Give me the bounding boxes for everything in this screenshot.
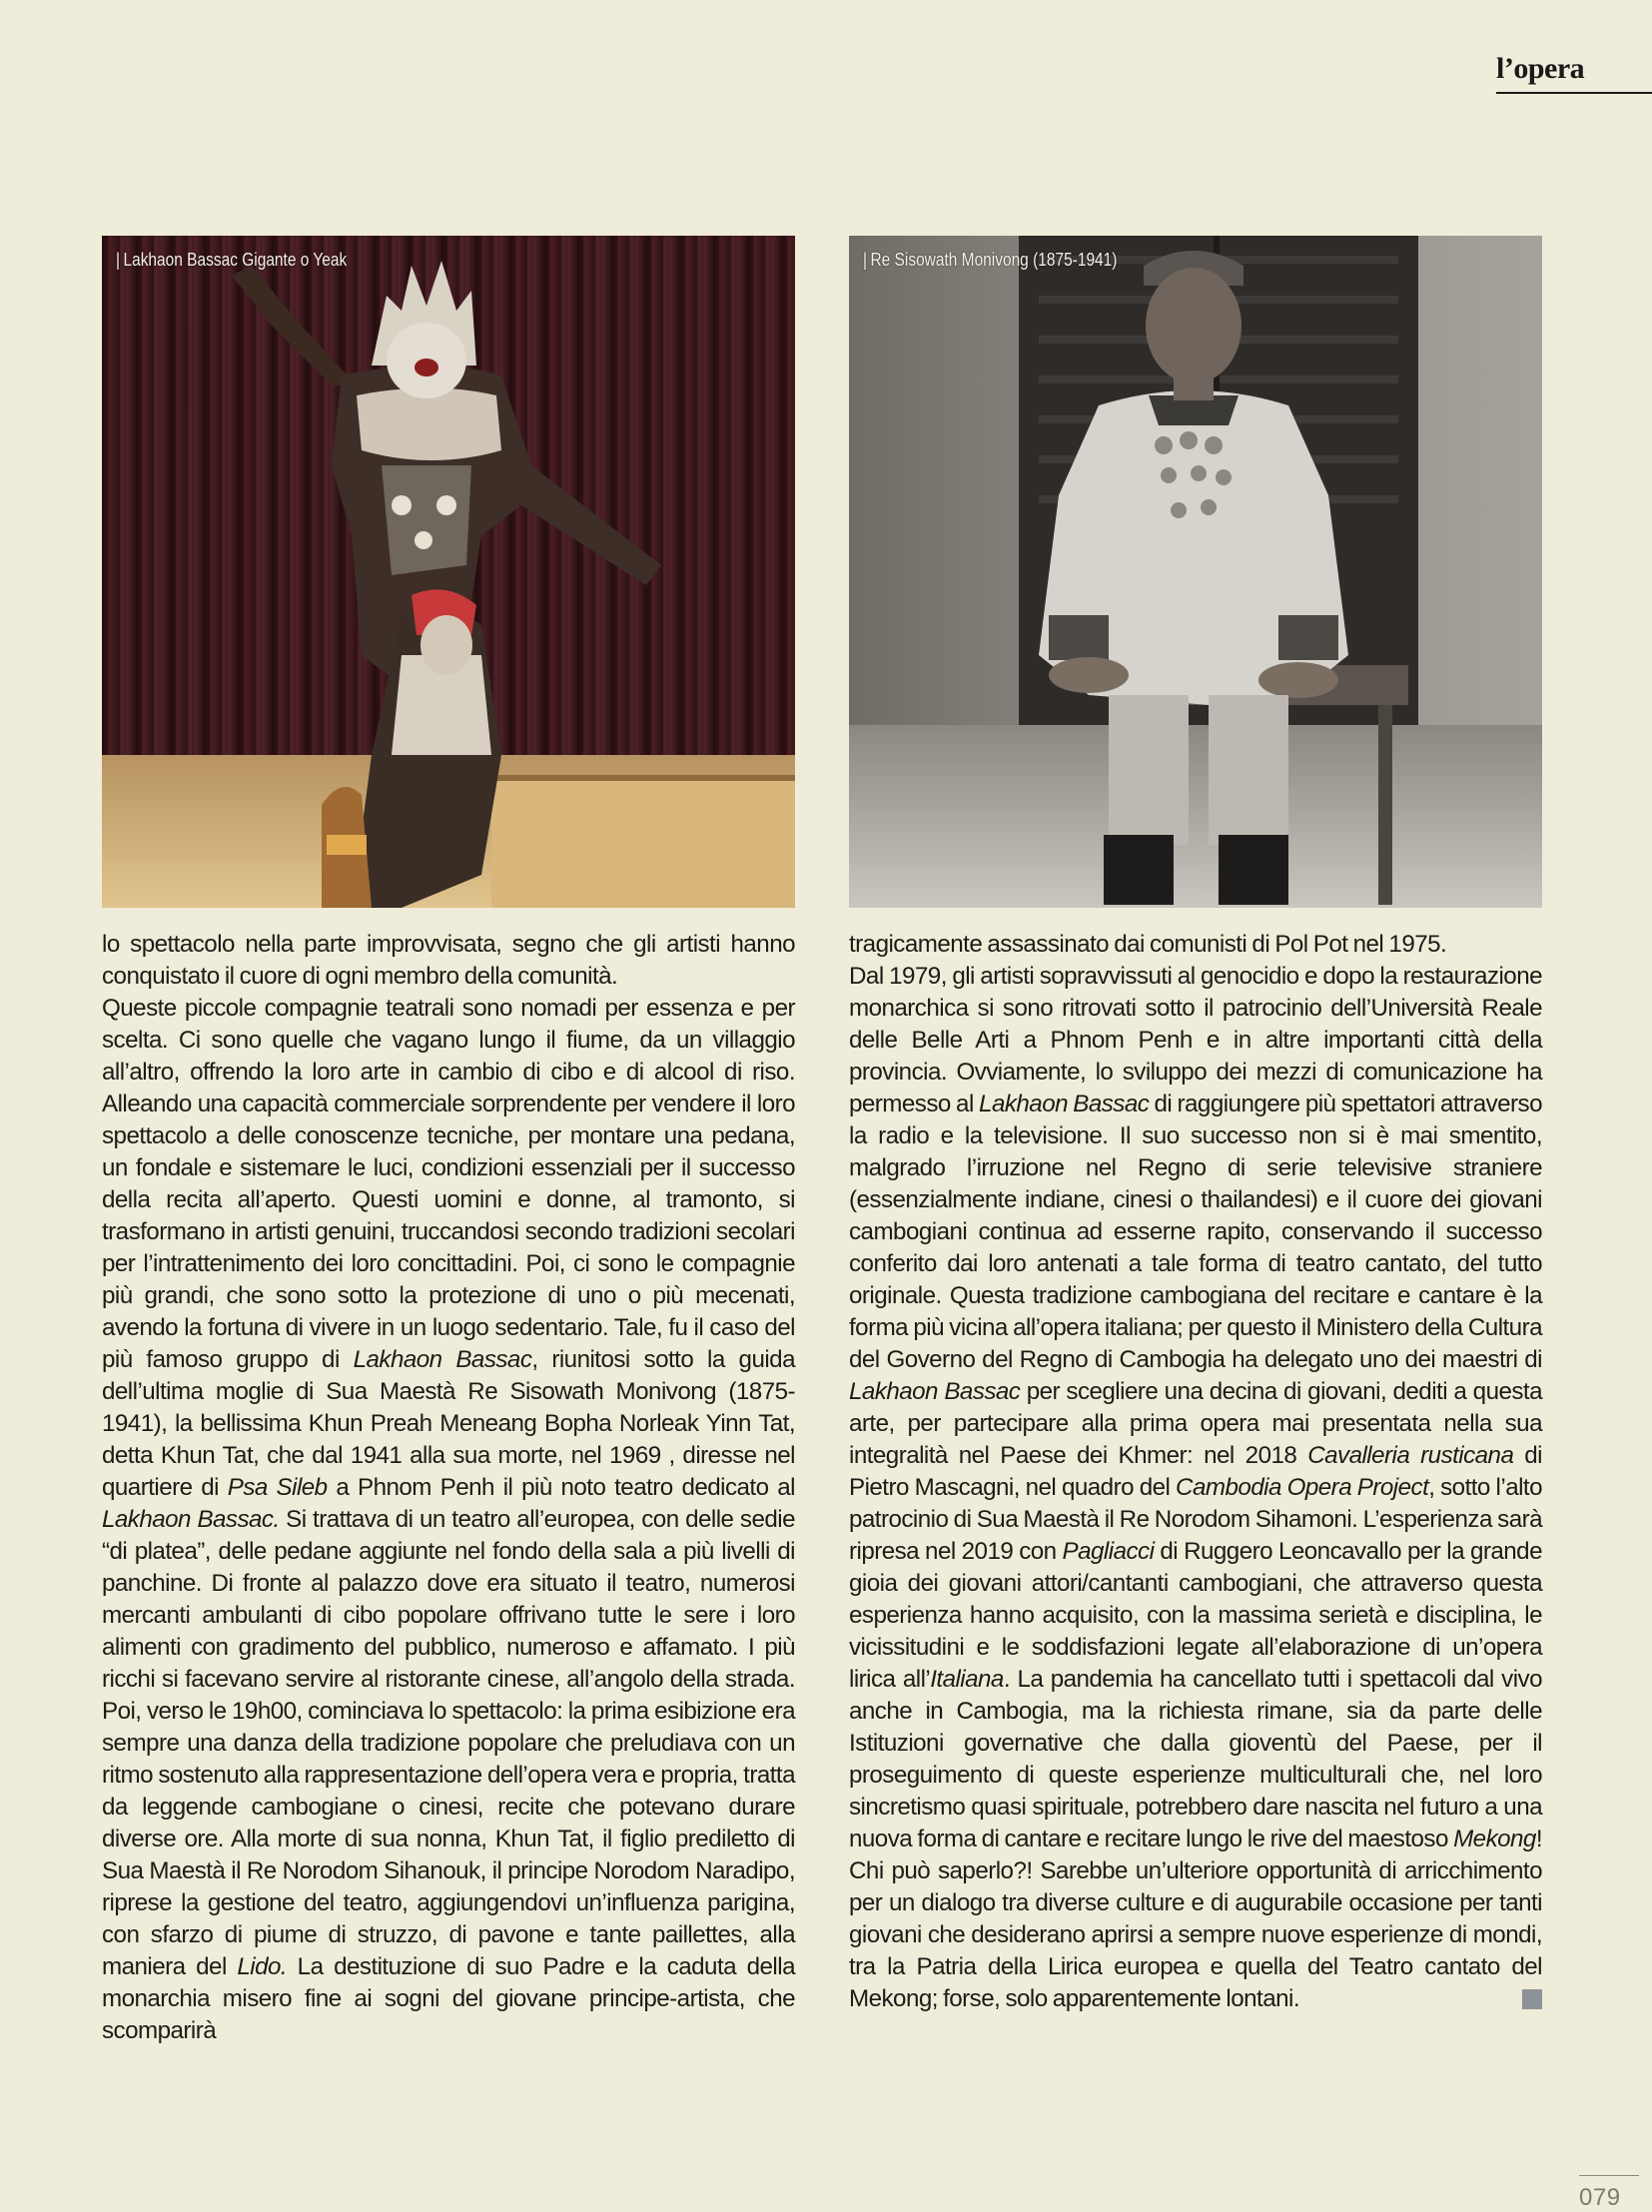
italic-term: Lakhaon Bassac (979, 1091, 1150, 1117)
paragraph (849, 961, 1542, 2015)
page-number: 079 (1579, 2184, 1621, 2211)
photo-caption-left (116, 250, 347, 271)
italic-term: Italiana (930, 1666, 1004, 1693)
text-run: di Ruggero Leoncavallo per la grande gioia dei giovani attori/cantanti cambogiani, che attraverso questa esperienza hanno acquisito, con la massima serietà e disciplina, le vicissitudini e le soddisfazioni legate all’elaborazione di un’opera lirica all’ (849, 1538, 1542, 1693)
paragraph: lo spettacolo nella parte improvvisata, segno che gli artisti hanno conquistato il cuore di ogni membro della comunità. (102, 931, 795, 990)
article-end-mark (1522, 1989, 1542, 2009)
italic-term: Cavalleria rusticana (1307, 1442, 1514, 1469)
photo-lakhaon-bassac (102, 236, 795, 908)
article-column-right (849, 929, 1542, 2015)
paragraph (102, 993, 795, 2047)
italic-term: Pagliacci (1062, 1538, 1155, 1565)
italic-term: Cambodia Opera Project (1176, 1474, 1429, 1501)
italic-term: Lido. (237, 1953, 288, 1980)
section-title: l’opera (1496, 52, 1585, 85)
italic-term: Lakhaon Bassac (353, 1346, 532, 1373)
text-run: di raggiungere più spettatori attraverso la radio e la televisione. Il suo successo non si è mai smentito, malgrado l’irruzione nel Regno di serie televisive straniere (essenzialmente indiane, cinesi o thailandesi) e il cuore dei giovani cambogiani continua ad esserne rapito, conservando il successo conferito dai loro antenati a tale forma di teatro cantato, del tutto originale. Questa tradizione cambogiana del recitare e cantare è la forma più vicina all’opera italiana; per questo il Ministero della Cultura del Governo del Regno di Cambogia ha delegato uno dei maestri di (849, 1091, 1542, 1373)
caption-bar: | (116, 250, 121, 270)
italic-term: Lakhaon Bassac. (102, 1506, 280, 1533)
text-run: ! Chi può saperlo?! Sarebbe un’ulteriore opportunità di arricchimento per un dialogo tra diverse culture e di augurabile occasione per tanti giovani che desiderano aprirsi a sempre nuove esperienze di mondi, tra la Patria della Lirica europea e quella del Teatro cantato del Mekong; forse, solo apparentemente lontani. (849, 1826, 1542, 2012)
text-run: Si trattava di un teatro all’europea, con delle sedie “di platea”, delle pedane aggiunte nel fondo della sala a più livelli di panchine. Di fronte al palazzo dove era situato il teatro, numerosi mercanti ambulanti di cibo popolare offrivano tutte le sere i loro alimenti con gradimento del pubblico, numeroso e affamato. I più ricchi si facevano servire al ristorante cinese, all’angolo della strada. Poi, verso le 19h00, cominciava lo spettacolo: la prima esibizione era sempre una danza della tradizione popolare che preludiava con un ritmo sostenuto alla rappresentazione dell’opera vera e propria, tratta da leggende cambogiane o cinesi, recite che potevano durare diverse ore. Alla morte di sua nonna, Khun Tat, il figlio prediletto di Sua Maestà il Re Norodom Sihanouk, il principe Norodom Naradipo, riprese la gestione del teatro, aggiungendovi un’influenza parigina, con sfarzo di piume di struzzo, di pavone e tante paillettes, alla maniera del (102, 1506, 795, 1980)
text-run: per scegliere una decina di giovani, dediti a questa arte, per partecipare alla prima opera mai presentata nella sua integralità nel Paese dei Khmer: nel 2018 (849, 1378, 1542, 1469)
text-run: , sotto l’alto patrocinio di Sua Maestà il Re Norodom Sihamoni. L’esperienza sarà ripresa nel 2019 con (849, 1474, 1542, 1565)
italic-term: Lakhaon Bassac (849, 1378, 1021, 1405)
text-run: . La pandemia ha cancellato tutti i spettacoli dal vivo anche in Cambogia, ma la richiesta rimane, sia da parte delle Istituzioni governative che dalla gioventù del Paese, per il proseguimento di queste esperienze multiculturali che, nel loro sincretismo quasi spirituale, potrebbero dare nascita nel futuro a una nuova forma di cantare e recitare lungo le rive del maestoso (849, 1666, 1542, 1852)
italic-term: Mekong (1453, 1826, 1536, 1852)
italic-term: Psa Sileb (227, 1474, 328, 1501)
text-run: Dal 1979, gli artisti sopravvissuti al genocidio e dopo la restaurazione monarchica si sono ritrovati sotto il patrocinio dell’Università Reale delle Belle Arti a Phnom Penh e in altre importanti città della provincia. Ovviamente, lo sviluppo dei mezzi di comunicazione ha permesso al (849, 963, 1542, 1117)
photo-king-monivong-image (849, 236, 1542, 908)
text-run: , riunitosi sotto la guida dell’ultima moglie di Sua Maestà Re Sisowath Monivong (1875-1941), la bellissima Khun Preah Meneang Bopha Norleak Yinn Tat, detta Khun Tat, che dal 1941 alla sua morte, nel 1969 , diresse nel quartiere di (102, 1346, 795, 1501)
caption-bar: | (863, 250, 868, 270)
photo-caption-right (863, 250, 1117, 271)
text-run: Queste piccole compagnie teatrali sono nomadi per essenza e per scelta. Ci sono quelle che vagano lungo il fiume, da un villaggio all’altro, offrendo la loro arte in cambio di cibo e di alcool di riso. Alleando una capacità commerciale sorprendente per vendere il loro spettacolo a delle conoscenze tecniche, per montare una pedana, un fondale e sistemare le luci, condizioni essenziali per il successo della recita all’aperto. Questi uomini e donne, al tramonto, si trasformano in artisti genuini, truccandosi secondo tradizioni secolari per l’intrattenimento dei loro concittadini. Poi, ci sono le compagnie più grandi, che sono sotto la protezione di uno o più mecenati, avendo la fortuna di vivere in un luogo sedentario. Tale, fu il caso del più famoso gruppo di (102, 995, 795, 1373)
text-run: La destituzione di suo Padre e la caduta della monarchia misero fine ai sogni del giovane principe-artista, che scomparirà (102, 1953, 795, 2044)
photo-king-monivong (849, 236, 1542, 908)
section-title-rule (1496, 92, 1652, 94)
text-run: a Phnom Penh il più noto teatro dedicato al (327, 1474, 795, 1501)
paragraph: tragicamente assassinato dai comunisti di Pol Pot nel 1975. (849, 931, 1447, 958)
article-column-left (102, 929, 795, 2047)
page-number-rule (1579, 2175, 1639, 2176)
text-run: di Pietro Mascagni, nel quadro del (849, 1442, 1542, 1501)
caption-text: Lakhaon Bassac Gigante o Yeak (123, 250, 348, 270)
caption-text: Re Sisowath Monivong (1875-1941) (870, 250, 1118, 270)
photo-lakhaon-bassac-image (102, 236, 795, 908)
